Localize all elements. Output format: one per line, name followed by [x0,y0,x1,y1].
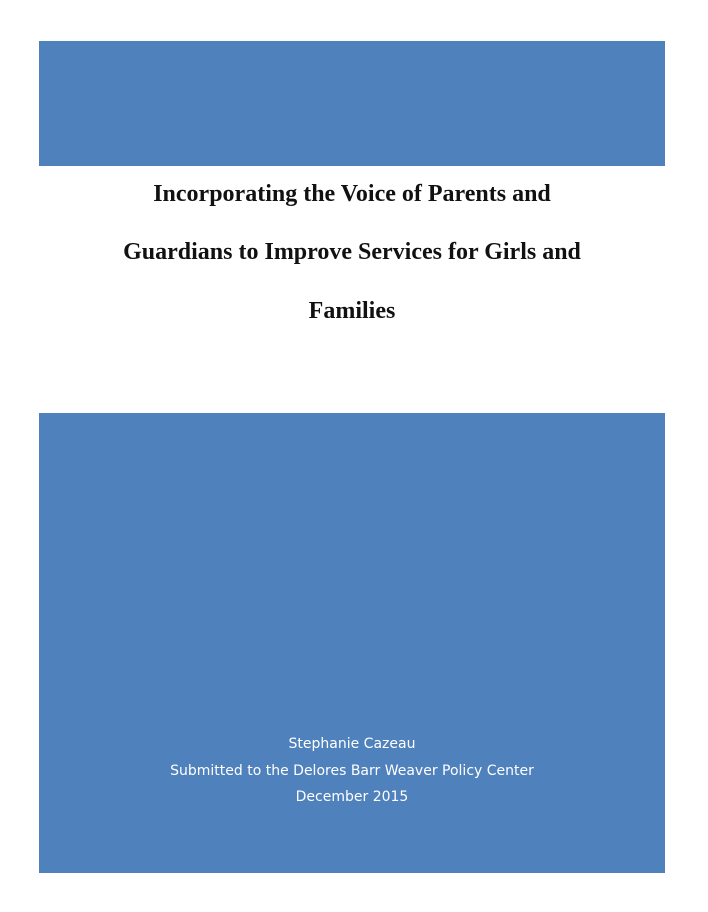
title-line-1: Incorporating the Voice of Parents and [153,181,551,207]
publication-date: December 2015 [295,789,409,805]
title-line-2: Guardians to Improve Services for Girls and [123,239,581,265]
title-block [39,166,665,413]
author-name: Stephanie Cazeau [288,736,416,752]
submitted-to-line: Submitted to the Delores Barr Weaver Policy Center [170,763,534,779]
top-color-band [39,41,665,166]
title-line-3: Families [308,298,396,324]
bottom-color-band [39,413,665,873]
